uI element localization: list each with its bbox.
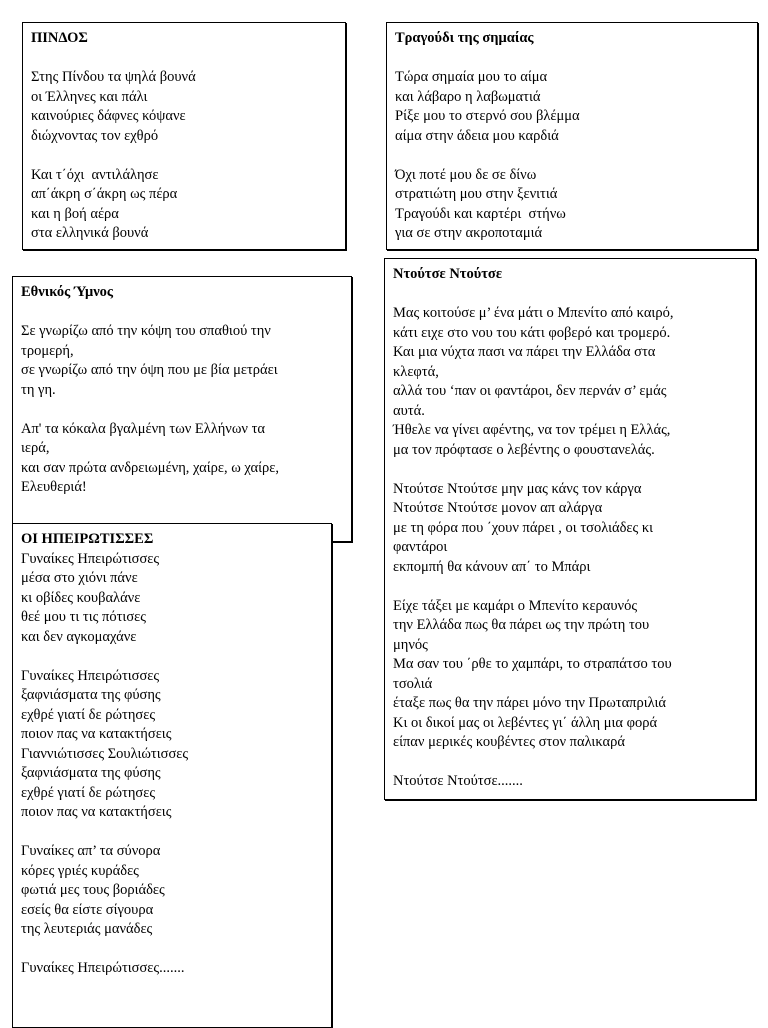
poem-line: ποιον πας να κατακτήσεις (21, 804, 172, 820)
poem-lines (393, 285, 747, 792)
poem-line: Ντούτσε Ντούτσε μονον απ αλάργα (393, 500, 603, 516)
poem-line: κι οβίδες κουβαλάνε (21, 589, 141, 606)
poem-line: Ντούτσε Ντούτσε μην μας κάνς τον κάργα (393, 480, 642, 497)
poem-box-ethnikos-ymnos (12, 276, 352, 542)
poem-line: και λάβαρο η λαβωματιά (395, 88, 541, 105)
poem-line: εχθρέ γιατί δε ρώτησες (21, 706, 156, 723)
poem-line: Τραγούδι και καρτέρι στήνω (395, 205, 566, 222)
poem-lines (21, 303, 343, 498)
stanza-break (393, 577, 747, 597)
poem-line: μηνός (393, 636, 428, 653)
poem-line: Κι οι δικοί μας οι λεβέντες γι΄ άλλη μια φορά (393, 714, 658, 731)
poem-line: και δεν αγκομαχάνε (21, 628, 137, 645)
poem-line: και η βοή αέρα (31, 205, 119, 222)
poem-line: κόρες γριές κυράδες (21, 862, 139, 879)
poem-line: Ελευθεριά! (21, 479, 87, 495)
poem-line: εσείς θα είστε σίγουρα (21, 901, 154, 918)
poem-line: Και τ΄όχι αντιλάλησε (31, 166, 159, 183)
stanza-break (21, 823, 323, 843)
poem-line: και σαν πρώτα ανδρειωμένη, χαίρε, ω χαίρε, (21, 459, 279, 476)
poem-line: Είχε τάξει με καμάρι ο Μπενίτο κεραυνός (393, 597, 638, 614)
poem-line: καινούριες δάφνες κόψανε (31, 108, 186, 124)
stanza-break (395, 146, 749, 166)
poem-line: αλλά του ‘παν οι φαντάροι, δεν περνάν σ’ εμάς (393, 383, 667, 399)
stanza-break (31, 146, 337, 166)
poem-line: Σε γνωρίζω από την κόψη του σπαθιού την (21, 323, 271, 339)
poem-line: φαντάροι (393, 539, 448, 555)
poem-line: Γυναίκες Ηπειρώτισσες (21, 667, 160, 684)
poem-line: εχθρέ γιατί δε ρώτησες (21, 784, 156, 801)
poem-line: Μας κοιτούσε μ’ ένα μάτι ο Μπενίτο από καιρό, (393, 305, 674, 321)
poem-line: κλεφτά, (393, 363, 439, 380)
poem-line: για σε στην ακροποταμιά (395, 225, 543, 241)
stanza-break (31, 49, 337, 69)
poem-line: της λευτεριάς μανάδες (21, 921, 153, 937)
poem-line: Μα σαν του ΄ρθε το χαμπάρι, το στραπάτσο του (393, 656, 672, 672)
poem-lines (31, 49, 337, 244)
poem-line: Τώρα σημαία μου το αίμα (395, 69, 548, 85)
poem-line: εκπομπή θα κάνουν απ΄ το Μπάρι (393, 558, 591, 575)
poem-lines (21, 550, 323, 979)
poem-lines (395, 49, 749, 244)
poem-line: Γυναίκες απ’ τα σύνορα (21, 843, 161, 859)
poem-line: τη γη. (21, 381, 56, 398)
poem-line: σε γνωρίζω από την όψη που με βία μετράει (21, 362, 278, 378)
poem-line: Όχι ποτέ μου δε σε δίνω (395, 166, 537, 183)
poem-line: ξαφνιάσματα της φύσης (21, 687, 161, 703)
poem-line: Ήθελε να γίνει αφέντης, να τον τρέμει η Ελλάς, (393, 422, 671, 438)
poem-line: Ρίξε μου το στερνό σου βλέμμα (395, 108, 580, 124)
poem-line: ποιον πας να κατακτήσεις (21, 726, 172, 742)
stanza-break (21, 940, 323, 960)
poem-line: κάτι ειχε στο νου του κάτι φοβερό και τρομερό. (393, 324, 671, 341)
stanza-break (393, 460, 747, 480)
poem-line: είπαν μερικές κουβέντες στον παλικαρά (393, 734, 625, 750)
poem-line: τσολιά (393, 675, 433, 692)
poem-line: διώχνοντας τον εχθρό (31, 127, 159, 144)
poem-line: Και μια νύχτα πασι να πάρει την Ελλάδα στα (393, 344, 656, 360)
poem-line: Γυναίκες Ηπειρώτισσες....... (21, 960, 185, 976)
poem-line: Απ' τα κόκαλα βγαλμένη των Ελλήνων τα (21, 420, 266, 437)
poem-line: στρατιώτη μου στην ξενιτιά (395, 186, 558, 202)
poem-line: ξαφνιάσματα της φύσης (21, 765, 161, 781)
poem-line: Στης Πίνδου τα ψηλά βουνά (31, 69, 196, 85)
poem-box-ntoutse (384, 258, 756, 800)
poem-box-simaia (386, 22, 758, 250)
poem-line: με τη φόρα που ΄χουν πάρει , οι τσολιάδες κι (393, 519, 654, 536)
stanza-break (21, 647, 323, 667)
poem-title: ΟΙ ΗΠΕΙΡΩΤΙΣΣΕΣ (21, 531, 154, 547)
poem-line: στα ελληνικά βουνά (31, 225, 149, 241)
stanza-break (21, 400, 343, 420)
poem-box-ipeirotisses (12, 523, 332, 1028)
poem-title: Ντούτσε Ντούτσε (393, 266, 503, 282)
poem-line: Γιαννιώτισσες Σουλιώτισσες (21, 745, 189, 762)
poem-title: Τραγούδι της σημαίας (395, 30, 534, 46)
poem-line: αίμα στην άδεια μου καρδιά (395, 127, 559, 144)
poem-line: αυτά. (393, 402, 425, 419)
stanza-break (393, 285, 747, 305)
poem-line: μα τον πρόφτασε ο λεβέντης ο φουστανελάς. (393, 441, 655, 458)
poem-title: Εθνικός Ύμνος (21, 284, 114, 300)
poem-line: οι Έλληνες και πάλι (31, 88, 148, 105)
poem-line: την Ελλάδα πως θα πάρει ως την πρώτη του (393, 617, 650, 633)
poem-line: Γυναίκες Ηπειρώτισσες (21, 550, 160, 567)
poem-line: απ΄άκρη σ΄άκρη ως πέρα (31, 186, 178, 202)
poem-line: Ντούτσε Ντούτσε....... (393, 773, 523, 789)
poem-line: θεέ μου τι τις πότισες (21, 609, 146, 625)
poem-line: φωτιά μες τους βοριάδες (21, 882, 165, 898)
stanza-break (21, 303, 343, 323)
poem-line: ιερά, (21, 440, 50, 456)
poem-title: ΠΙΝΔΟΣ (31, 30, 88, 46)
poem-line: τρομερή, (21, 342, 74, 359)
poem-box-pindos (22, 22, 346, 250)
stanza-break (395, 49, 749, 69)
stanza-break (393, 753, 747, 773)
poem-line: μέσα στο χιόνι πάνε (21, 570, 138, 586)
poem-line: έταξε πως θα την πάρει μόνο την Πρωταπριλιά (393, 695, 666, 711)
